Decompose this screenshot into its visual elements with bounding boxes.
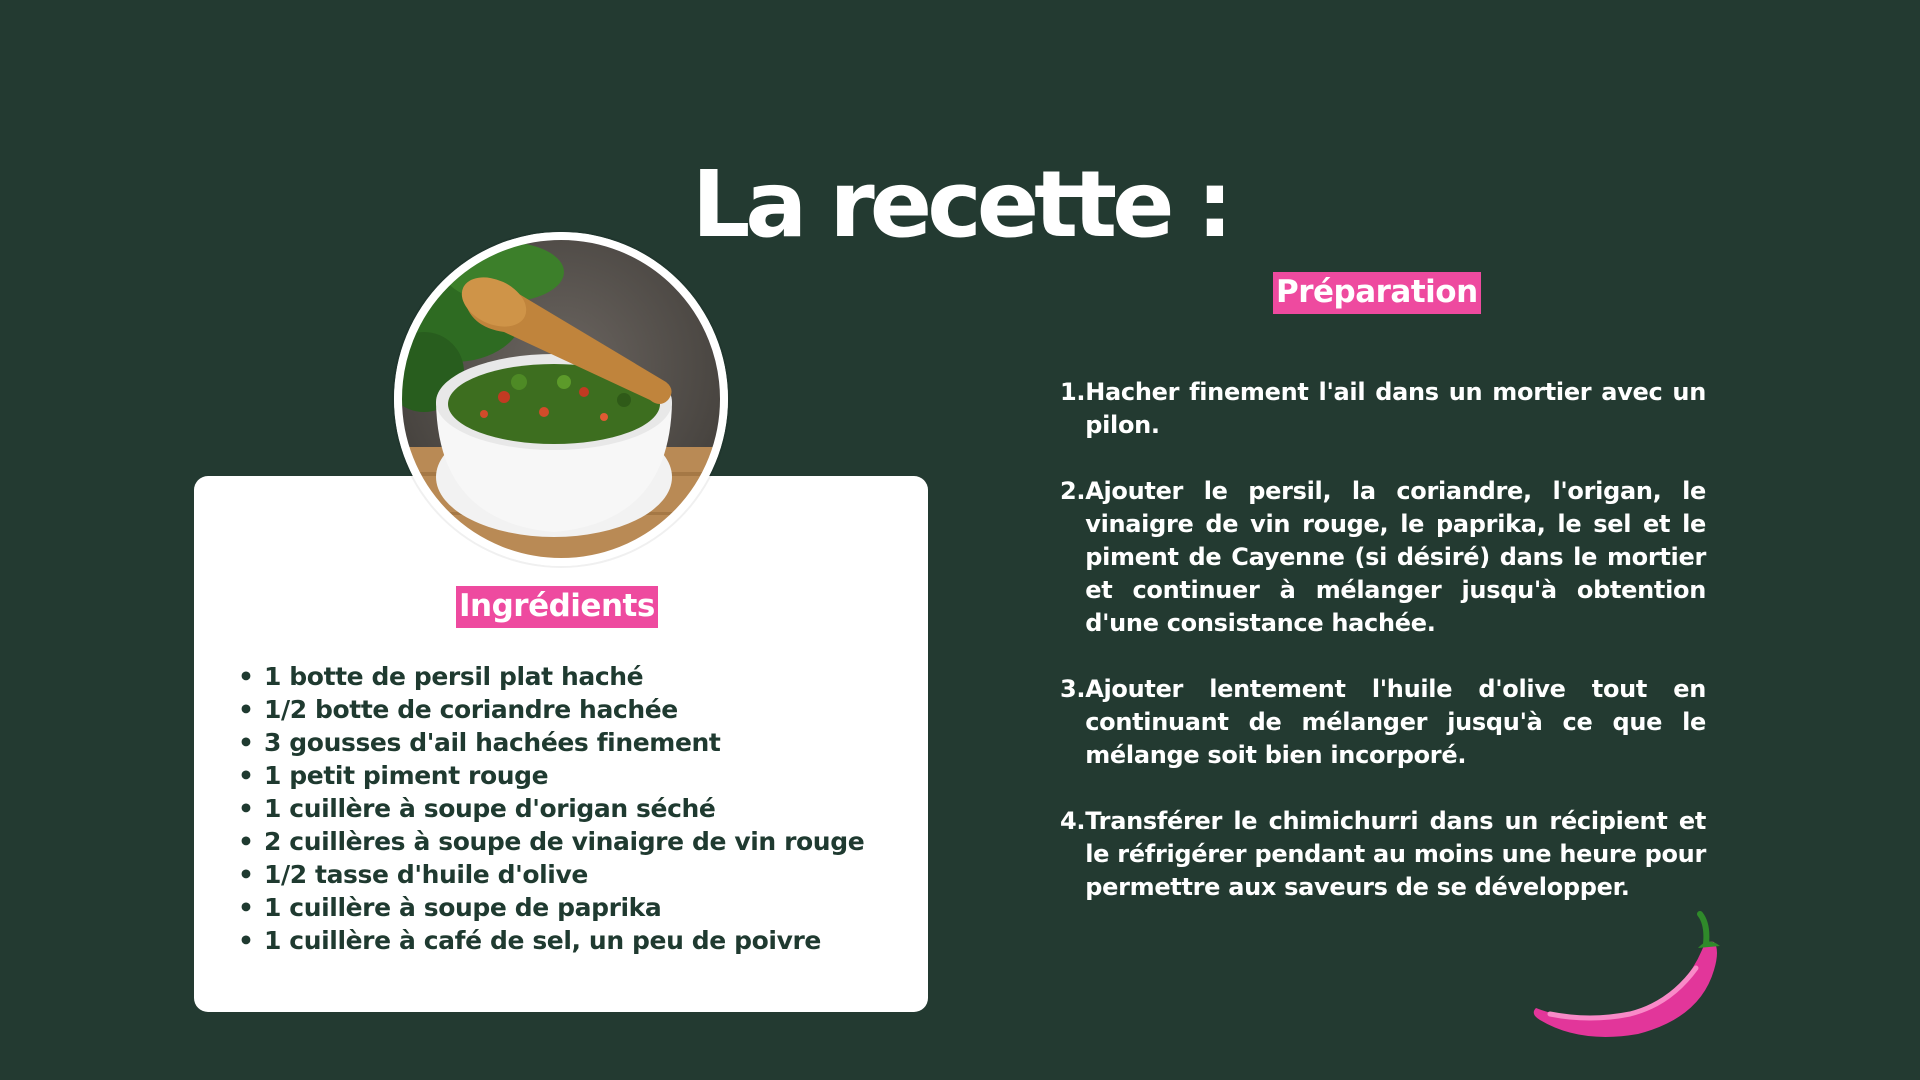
step-text: Ajouter le persil, la coriandre, l'origan, le vinaigre de vin rouge, le paprika, le sel et le piment de Cayenne (si désiré) dans le mortier et continuer à mélanger jusqu'à obtention d'une consistance hachée.: [1085, 477, 1706, 637]
ingredient-item: • 1 cuillère à soupe de paprika: [236, 891, 916, 924]
preparation-step: [1060, 376, 1706, 442]
chimichurri-bowl-photo: [394, 232, 728, 566]
step-text: Hacher finement l'ail dans un mortier avec un pilon.: [1085, 378, 1706, 439]
ingredient-item: • 1 cuillère à soupe d'origan séché: [236, 792, 916, 825]
step-text: Transférer le chimichurri dans un récipient et le réfrigérer pendant au moins une heure pour permettre aux saveurs de se développer.: [1085, 807, 1706, 901]
step-text: Ajouter lentement l'huile d'olive tout en continuant de mélanger jusqu'à ce que le mélange soit bien incorporé.: [1085, 675, 1706, 769]
step-number: 3.: [1060, 675, 1086, 703]
ingredient-item: • 2 cuillères à soupe de vinaigre de vin rouge: [236, 825, 916, 858]
chili-pepper-icon: [1530, 910, 1720, 1046]
page-title: La recette :: [691, 150, 1229, 258]
preparation-steps: [1060, 376, 1706, 937]
ingredients-heading: Ingrédients: [456, 586, 658, 628]
ingredients-list: [236, 660, 916, 957]
ingredient-item: • 3 gousses d'ail hachées finement: [236, 726, 916, 759]
preparation-step: [1060, 805, 1706, 904]
ingredient-item: • 1 petit piment rouge: [236, 759, 916, 792]
preparation-step: [1060, 673, 1706, 772]
ingredient-item: • 1 cuillère à café de sel, un peu de poivre: [236, 924, 916, 957]
preparation-heading: Préparation: [1273, 272, 1481, 314]
ingredient-item: • 1 botte de persil plat haché: [236, 660, 916, 693]
step-number: 1.: [1060, 378, 1086, 406]
step-number: 4.: [1060, 807, 1086, 835]
ingredient-item: • 1/2 tasse d'huile d'olive: [236, 858, 916, 891]
preparation-step: [1060, 475, 1706, 640]
step-number: 2.: [1060, 477, 1086, 505]
ingredient-item: • 1/2 botte de coriandre hachée: [236, 693, 916, 726]
